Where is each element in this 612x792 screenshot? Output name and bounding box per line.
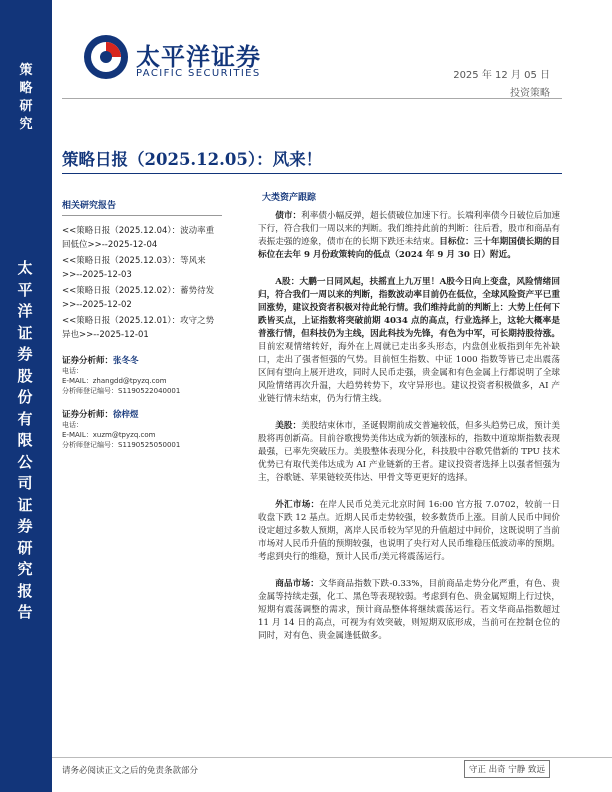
related-report-link[interactable]: <<策略日报（2025.12.04）：波动率重回低位>>--2025-12-04 xyxy=(62,226,215,250)
analyst-name: 徐梓煜 xyxy=(113,410,139,420)
paragraph-bold: 大鹏一日同风起，扶摇直上九万里！A股今日向上变盘，风险情绪回归，符合我们一周以来的判断，指数波动率目前仍在低位，全球风险资产平已重回涨势，建议投资者积极对待此轮行情。我们维持此前的判断上：大势上任何下跌皆买点，上证指数将突破前期 4034 点的高点，行业选择上，这轮大概率是普涨行情，但科技仍为主线，因此科技为先锋，有色为中军，可长期持股待涨。 xyxy=(258,277,561,339)
sidebar-char: 证 xyxy=(17,495,33,514)
pacific-securities-logo-icon xyxy=(82,33,130,81)
paragraph-a-shares xyxy=(258,276,560,406)
related-report-link[interactable]: <<策略日报（2025.12.01）：攻守之势异也>>--2025-12-01 xyxy=(62,316,215,340)
sidebar-char: 公 xyxy=(17,452,33,471)
header-divider xyxy=(62,98,562,99)
sidebar-char: 有 xyxy=(17,409,33,428)
report-date: 2025 年 12 月 05 日 xyxy=(453,70,550,81)
sidebar-char: 券 xyxy=(17,517,33,535)
analyst-registration: 分析师登记编号：S1190522040001 xyxy=(62,387,181,395)
section-title: 大类资产跟踪 xyxy=(262,193,317,203)
analyst-registration: 分析师登记编号：S1190525050001 xyxy=(62,441,181,449)
paragraph-fx-market xyxy=(258,499,560,564)
title-divider xyxy=(62,173,562,174)
paragraph-bold: 目标位：三十年期国债长期的目标位在去年 9 月份政策转向的低点（2024 年 9 月 30 日）附近。 xyxy=(258,237,560,260)
analyst-name-row xyxy=(62,354,222,366)
sidebar-char: 研 xyxy=(17,538,33,557)
sidebar-char: 研 xyxy=(19,99,33,114)
related-reports-panel xyxy=(62,198,222,450)
paragraph-text: 文华商品指数下跌-0.33%，目前商品走势分化严重，有色、贵金属等持续走强，化工、黑色等表现较弱。考虑到有色、贵金属短期上行过快，短期有震荡调整的需求，预计商品整体将继续震荡运行。若文华商品指数超过 11 月 14 日的高点，可视为有效突破，则短期双底形成，当前可在控制仓位的同时，对有色、贵金属逢低做多。 xyxy=(258,579,560,641)
paragraph-text: 美股结束休市，圣诞假期前成交普遍较低，但多头趋势已成，预计美股将再创新高。目前谷歌搜势美伟达成为新的领涨标的，指数中道琼斯指数表现最强，已率先突破压力。美股整体表现分化，科技股中谷歌凭借新的 TPU 技术优势已有取代美伟达成为 AI 产业链新的王者。建议投资者选择上以强者恒强为主，谷歌链、苹果链较英伟达、甲骨文等更更好的选择。 xyxy=(258,421,560,483)
sidebar-char: 策 xyxy=(19,63,33,78)
analyst-name: 张冬冬 xyxy=(113,356,139,366)
analyst-label: 证券分析师： xyxy=(62,356,114,366)
brand-name-en: PACIFIC SECURITIES xyxy=(136,68,261,79)
paragraph-us-stocks xyxy=(258,420,560,485)
sidebar-char: 告 xyxy=(17,603,33,621)
footer-motto-box: 守正 出奇 宁静 致远 xyxy=(464,760,550,778)
brand-name-cn: 太平洋证券 xyxy=(136,43,261,71)
paragraph-label: A股： xyxy=(275,277,300,287)
paragraph-bond-market xyxy=(258,210,560,262)
sidebar-char: 究 xyxy=(17,560,33,578)
analyst-label: 证券分析师： xyxy=(62,410,114,420)
paragraph-text: 在岸人民币兑美元北京时间 16:00 官方报 7.0702，较前一日收盘下跌 12 基点。近期人民币走势较强，较多数货币上涨。目前人民币中间价设定超过多数人预期，离岸人民币较为罕见的升值超过中间价，这既说明了当前市场对人民币升值的预期较强，也说明了央行对人民币维稳压低波动率的预期。考虑到央行的维稳，预计人民币/美元将震荡运行。 xyxy=(258,500,560,562)
report-title: 策略日报（2025.12.05）：风来！ xyxy=(62,150,323,169)
sidebar-char: 证 xyxy=(17,323,33,342)
related-report-link[interactable]: <<策略日报（2025.12.02）：蓄势待发>>--2025-12-02 xyxy=(62,286,215,310)
sidebar-company-vertical xyxy=(15,258,35,624)
analyst-email[interactable]: E-MAIL：zhangdd@tpyzq.com xyxy=(62,377,167,385)
analyst-email[interactable]: E-MAIL：xuzm@tpyzq.com xyxy=(62,431,156,439)
paragraph-text: 利率债小幅反弹，超长债破位加速下行。长端利率债今日破位后加速下行，符合我们一周以来的判断。我们维持此前的判断：往后看，股市和商品有表振走强的迹象，债市在的长期下跌还未结束。 xyxy=(258,211,560,247)
sidebar-char: 平 xyxy=(17,280,33,299)
sidebar-char: 太 xyxy=(17,259,33,277)
footer-disclaimer: 请务必阅读正文之后的免责条款部分 xyxy=(62,766,199,776)
sidebar-category-vertical xyxy=(16,62,36,134)
sidebar-char: 券 xyxy=(17,345,33,363)
sidebar-char: 股 xyxy=(17,366,33,385)
paragraph-label: 债市： xyxy=(275,211,302,221)
paragraph-commodities xyxy=(258,578,560,643)
paragraph-tail: 目前宏观情绪转好，海外在上周就已走出多头形态，内盘创业板指到年先补缺口，走出了强者恒强的气势。目前恒生指数、中证 1000 指数等皆已走出震荡区间有望向上展开进攻，同时人民币走强，贵金属和有色金属上行都说明了全球风险情绪再次升温，大趋势转势下，攻守异形也。建议投资者积极做多，AI 产业链行情未结束，仍为行情主线。 xyxy=(258,342,560,404)
paragraph-label: 美股： xyxy=(275,421,302,431)
sidebar-char: 究 xyxy=(19,117,33,132)
report-category: 投资策略 xyxy=(510,88,550,99)
sidebar-char: 限 xyxy=(17,431,33,449)
related-report-link[interactable]: <<策略日报（2025.12.03）：等风来>>--2025-12-03 xyxy=(62,256,206,280)
paragraph-label: 商品市场： xyxy=(275,579,320,589)
analyst-name-row xyxy=(62,408,222,420)
sidebar-band xyxy=(0,0,52,792)
sidebar-char: 略 xyxy=(19,81,33,96)
sidebar-char: 洋 xyxy=(17,302,33,320)
analyst-phone: 电话： xyxy=(62,421,83,429)
footer-divider xyxy=(52,757,612,758)
paragraph-label: 外汇市场： xyxy=(275,500,320,510)
report-body xyxy=(258,210,560,657)
sidebar-char: 报 xyxy=(17,581,33,600)
sidebar-char: 司 xyxy=(17,474,33,492)
related-reports-heading: 相关研究报告 xyxy=(62,198,222,216)
sidebar-char: 份 xyxy=(17,388,33,406)
analyst-phone: 电话： xyxy=(62,367,83,375)
